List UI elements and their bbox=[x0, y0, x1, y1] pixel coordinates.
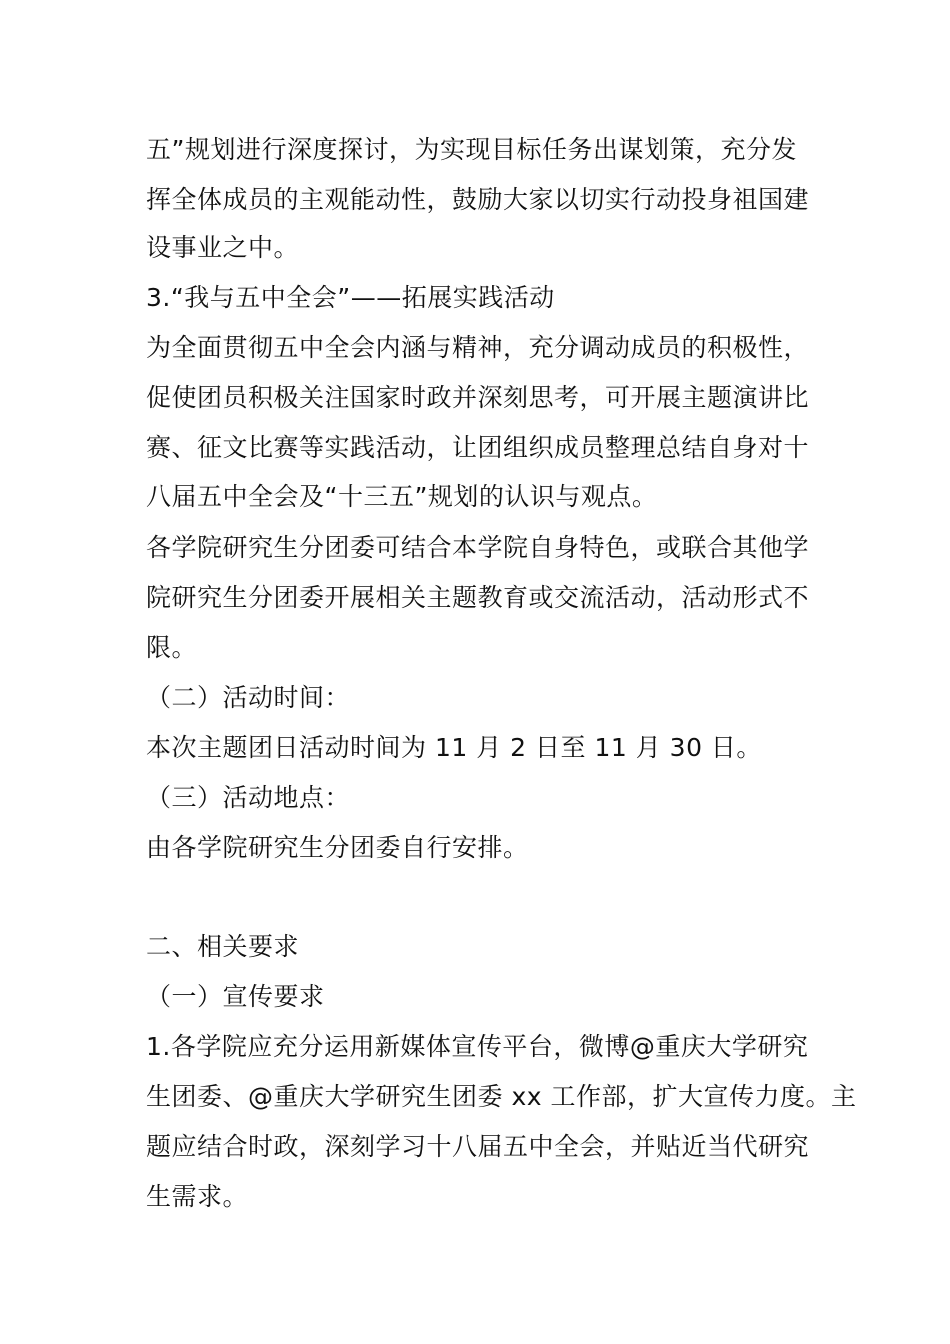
paragraph-line: 八届五中全会及“十三五”规划的认识与观点。 bbox=[146, 482, 658, 511]
paragraph-line: 各学院研究生分团委可结合本学院自身特色，或联合其他学 bbox=[146, 533, 810, 562]
paragraph-line: 限。 bbox=[146, 633, 198, 662]
paragraph-line: 由各学院研究生分团委自行安排。 bbox=[146, 833, 529, 862]
paragraph-line: 1.各学院应充分运用新媒体宣传平台，微博@重庆大学研究 bbox=[146, 1032, 809, 1061]
paragraph-line: 生需求。 bbox=[146, 1182, 249, 1211]
paragraph-line: 生团委、@重庆大学研究生团委 xx 工作部，扩大宣传力度。主 bbox=[146, 1082, 857, 1111]
paragraph-line: 院研究生分团委开展相关主题教育或交流活动，活动形式不 bbox=[146, 583, 810, 612]
paragraph-line: 促使团员积极关注国家时政并深刻思考，可开展主题演讲比 bbox=[146, 383, 810, 412]
paragraph-line: 挥全体成员的主观能动性，鼓励大家以切实行动投身祖国建 bbox=[146, 185, 810, 214]
subsection-heading: （一）宣传要求 bbox=[146, 982, 325, 1011]
paragraph-line: 五”规划进行深度探讨，为实现目标任务出谋划策，充分发 bbox=[146, 135, 797, 164]
paragraph-line: 题应结合时政，深刻学习十八届五中全会，并贴近当代研究 bbox=[146, 1132, 810, 1161]
paragraph-line: 设事业之中。 bbox=[146, 233, 300, 262]
paragraph-line: 本次主题团日活动时间为 11 月 2 日至 11 月 30 日。 bbox=[146, 733, 762, 762]
section-heading: 3.“我与五中全会”——拓展实践活动 bbox=[146, 283, 555, 312]
paragraph-line: 为全面贯彻五中全会内涵与精神，充分调动成员的积极性， bbox=[146, 333, 810, 362]
subsection-heading: （三）活动地点： bbox=[146, 783, 351, 812]
section-heading: 二、相关要求 bbox=[146, 932, 300, 961]
paragraph-line: 赛、征文比赛等实践活动，让团组织成员整理总结自身对十 bbox=[146, 433, 810, 462]
subsection-heading: （二）活动时间： bbox=[146, 683, 351, 712]
